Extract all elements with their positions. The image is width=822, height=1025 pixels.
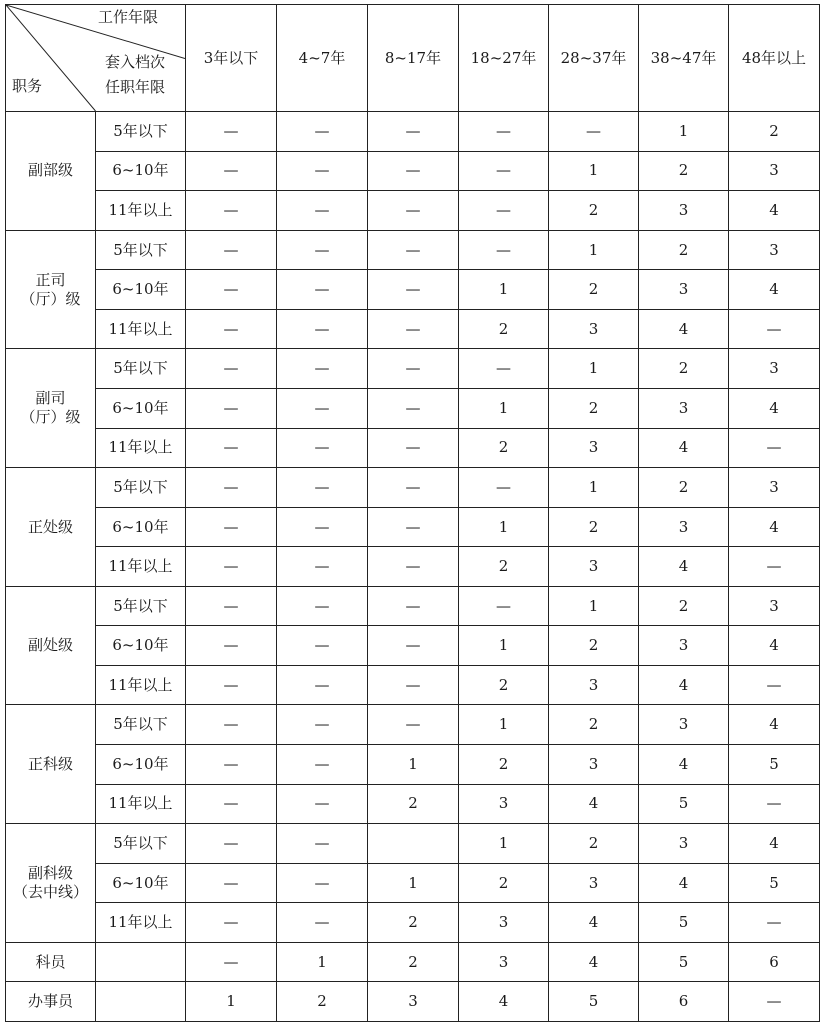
level-cell: 2 xyxy=(549,507,639,547)
position-cell xyxy=(6,586,96,705)
position-cell xyxy=(6,824,96,943)
tenure-cell: 6~10年 xyxy=(96,863,186,903)
tenure-cell: 6~10年 xyxy=(96,745,186,785)
level-cell: — xyxy=(729,547,820,587)
level-cell: 3 xyxy=(639,705,729,745)
level-cell: — xyxy=(277,626,368,666)
level-cell: 2 xyxy=(549,388,639,428)
position-label: 副科级 xyxy=(27,864,73,883)
level-cell: — xyxy=(459,349,549,389)
corner-label-tenure: 任职年限 xyxy=(105,78,166,96)
position-label: （厅）级 xyxy=(20,408,81,427)
level-cell: — xyxy=(277,705,368,745)
level-cell: — xyxy=(368,309,459,349)
tenure-cell: 6~10年 xyxy=(96,151,186,191)
position-cell xyxy=(6,705,96,824)
position-label: 副司 xyxy=(35,389,66,408)
level-cell: — xyxy=(368,151,459,191)
level-cell: — xyxy=(186,547,277,587)
level-cell: — xyxy=(459,586,549,626)
column-header: 18~27年 xyxy=(459,5,549,112)
position-cell xyxy=(6,942,96,982)
level-cell: — xyxy=(277,151,368,191)
level-cell: — xyxy=(277,507,368,547)
position-label: （去中线） xyxy=(12,882,88,901)
tenure-cell: 5年以下 xyxy=(96,586,186,626)
position-cell xyxy=(6,982,96,1022)
level-cell: — xyxy=(368,112,459,152)
level-cell: — xyxy=(368,626,459,666)
level-cell: — xyxy=(186,863,277,903)
level-cell: 4 xyxy=(639,863,729,903)
table-row xyxy=(6,784,820,824)
level-cell: — xyxy=(368,547,459,587)
level-cell: 4 xyxy=(459,982,549,1022)
level-cell: — xyxy=(186,784,277,824)
table-row xyxy=(6,349,820,389)
table-row xyxy=(6,270,820,310)
level-cell: 2 xyxy=(368,784,459,824)
level-cell: — xyxy=(277,863,368,903)
level-cell: 2 xyxy=(459,863,549,903)
table-row xyxy=(6,903,820,943)
level-cell: 2 xyxy=(639,468,729,508)
level-cell: 1 xyxy=(277,942,368,982)
level-cell: 5 xyxy=(729,863,820,903)
level-cell: 1 xyxy=(549,349,639,389)
level-cell: 4 xyxy=(639,428,729,468)
tenure-cell xyxy=(96,942,186,982)
level-cell: — xyxy=(549,112,639,152)
level-cell: 1 xyxy=(459,270,549,310)
position-label: 科员 xyxy=(35,952,66,971)
position-label: 正科级 xyxy=(27,754,73,773)
table-row xyxy=(6,745,820,785)
table-row xyxy=(6,626,820,666)
table-row xyxy=(6,507,820,547)
level-cell: 3 xyxy=(639,824,729,864)
level-cell: 3 xyxy=(639,507,729,547)
level-cell: — xyxy=(459,191,549,231)
level-cell: 2 xyxy=(368,903,459,943)
level-cell: 3 xyxy=(459,784,549,824)
level-cell: — xyxy=(186,705,277,745)
level-cell: — xyxy=(368,586,459,626)
level-cell: — xyxy=(368,270,459,310)
level-cell: — xyxy=(277,349,368,389)
level-cell: — xyxy=(368,230,459,270)
header-row xyxy=(6,5,820,112)
level-cell: 5 xyxy=(639,903,729,943)
table-row xyxy=(6,230,820,270)
level-cell: 2 xyxy=(459,547,549,587)
level-cell: — xyxy=(186,665,277,705)
level-cell: 4 xyxy=(549,942,639,982)
level-cell: 3 xyxy=(459,942,549,982)
level-cell: 2 xyxy=(549,626,639,666)
level-cell: — xyxy=(186,151,277,191)
level-cell: 3 xyxy=(639,191,729,231)
position-label: 办事员 xyxy=(27,992,73,1011)
level-cell: 4 xyxy=(729,191,820,231)
level-cell: — xyxy=(459,468,549,508)
table-row xyxy=(6,151,820,191)
column-header: 38~47年 xyxy=(639,5,729,112)
level-cell: — xyxy=(186,112,277,152)
tenure-cell: 11年以上 xyxy=(96,547,186,587)
tenure-cell: 6~10年 xyxy=(96,507,186,547)
level-cell: 2 xyxy=(549,705,639,745)
level-cell: 3 xyxy=(729,230,820,270)
level-cell: — xyxy=(729,665,820,705)
level-cell: — xyxy=(186,349,277,389)
level-cell: 3 xyxy=(549,745,639,785)
table-row xyxy=(6,309,820,349)
corner-label-level: 套入档次 xyxy=(105,53,166,71)
level-cell: — xyxy=(277,230,368,270)
level-cell: — xyxy=(368,349,459,389)
level-cell: — xyxy=(459,230,549,270)
level-cell: 4 xyxy=(639,745,729,785)
level-cell: 2 xyxy=(549,824,639,864)
level-cell: 6 xyxy=(639,982,729,1022)
level-cell: 1 xyxy=(459,388,549,428)
level-cell: — xyxy=(368,468,459,508)
level-cell: 1 xyxy=(368,745,459,785)
level-cell: 3 xyxy=(729,586,820,626)
level-cell: 4 xyxy=(729,270,820,310)
tenure-cell: 5年以下 xyxy=(96,230,186,270)
level-cell: 2 xyxy=(549,270,639,310)
level-cell: — xyxy=(368,191,459,231)
level-cell: 1 xyxy=(459,705,549,745)
level-cell: — xyxy=(186,388,277,428)
column-header: 8~17年 xyxy=(368,5,459,112)
level-cell: 4 xyxy=(729,824,820,864)
level-cell: 4 xyxy=(549,903,639,943)
tenure-cell: 6~10年 xyxy=(96,270,186,310)
level-cell: — xyxy=(277,586,368,626)
level-cell: 3 xyxy=(639,388,729,428)
table-row xyxy=(6,705,820,745)
tenure-cell: 11年以上 xyxy=(96,191,186,231)
level-cell: 4 xyxy=(729,626,820,666)
tenure-cell: 6~10年 xyxy=(96,626,186,666)
level-cell xyxy=(368,824,459,864)
level-cell: 1 xyxy=(186,982,277,1022)
level-cell: — xyxy=(277,665,368,705)
position-cell xyxy=(6,468,96,587)
level-cell: 4 xyxy=(639,547,729,587)
level-cell: 2 xyxy=(639,349,729,389)
level-cell: 1 xyxy=(549,586,639,626)
tenure-cell: 11年以上 xyxy=(96,309,186,349)
table-row xyxy=(6,942,820,982)
level-cell: — xyxy=(368,665,459,705)
level-cell: 2 xyxy=(639,151,729,191)
level-cell: 1 xyxy=(549,230,639,270)
level-cell: 3 xyxy=(549,665,639,705)
level-cell: — xyxy=(277,388,368,428)
table-row xyxy=(6,982,820,1022)
level-cell: — xyxy=(186,586,277,626)
level-cell: 5 xyxy=(549,982,639,1022)
table-row xyxy=(6,468,820,508)
table-row xyxy=(6,824,820,864)
level-cell: — xyxy=(729,309,820,349)
level-cell: 6 xyxy=(729,942,820,982)
table-row xyxy=(6,547,820,587)
level-cell: — xyxy=(277,745,368,785)
level-cell: — xyxy=(277,112,368,152)
tenure-cell xyxy=(96,982,186,1022)
level-cell: — xyxy=(277,191,368,231)
level-cell: 2 xyxy=(459,665,549,705)
corner-label-work-years: 工作年限 xyxy=(98,8,159,26)
level-cell: 3 xyxy=(549,309,639,349)
position-label: （厅）级 xyxy=(20,289,81,308)
level-cell: 2 xyxy=(368,942,459,982)
level-cell: — xyxy=(186,191,277,231)
level-cell: 4 xyxy=(639,309,729,349)
level-cell: — xyxy=(186,507,277,547)
table-row xyxy=(6,191,820,231)
table-row xyxy=(6,586,820,626)
level-cell: 5 xyxy=(639,784,729,824)
column-header: 28~37年 xyxy=(549,5,639,112)
table-row xyxy=(6,428,820,468)
position-cell xyxy=(6,230,96,349)
level-cell: — xyxy=(277,903,368,943)
level-cell: — xyxy=(186,903,277,943)
level-cell: 5 xyxy=(639,942,729,982)
level-cell: — xyxy=(729,982,820,1022)
level-cell: 3 xyxy=(639,270,729,310)
level-cell: — xyxy=(186,745,277,785)
level-cell: — xyxy=(459,151,549,191)
table-row xyxy=(6,863,820,903)
level-cell: 3 xyxy=(729,349,820,389)
level-cell: 3 xyxy=(639,626,729,666)
level-cell: 1 xyxy=(459,824,549,864)
level-cell: 2 xyxy=(277,982,368,1022)
level-cell: — xyxy=(186,942,277,982)
level-cell: — xyxy=(368,705,459,745)
column-header: 4~7年 xyxy=(277,5,368,112)
level-cell: 4 xyxy=(549,784,639,824)
level-cell: 1 xyxy=(549,468,639,508)
level-cell: 2 xyxy=(639,586,729,626)
tenure-cell: 5年以下 xyxy=(96,705,186,745)
level-cell: 1 xyxy=(639,112,729,152)
level-cell: 1 xyxy=(368,863,459,903)
level-cell: — xyxy=(729,903,820,943)
level-cell: 2 xyxy=(639,230,729,270)
level-cell: — xyxy=(459,112,549,152)
tenure-cell: 5年以下 xyxy=(96,349,186,389)
column-header: 48年以上 xyxy=(729,5,820,112)
tenure-cell: 11年以上 xyxy=(96,665,186,705)
position-cell xyxy=(6,112,96,231)
level-cell: 5 xyxy=(729,745,820,785)
tenure-cell: 5年以下 xyxy=(96,824,186,864)
level-cell: 1 xyxy=(459,626,549,666)
level-cell: 3 xyxy=(368,982,459,1022)
level-cell: — xyxy=(368,507,459,547)
tenure-cell: 11年以上 xyxy=(96,428,186,468)
level-cell: — xyxy=(277,468,368,508)
level-cell: 2 xyxy=(729,112,820,152)
level-cell: 3 xyxy=(549,428,639,468)
level-cell: 1 xyxy=(459,507,549,547)
table-row xyxy=(6,112,820,152)
level-cell: — xyxy=(277,309,368,349)
table-row xyxy=(6,388,820,428)
level-cell: 3 xyxy=(459,903,549,943)
level-cell: — xyxy=(186,428,277,468)
column-header: 3年以下 xyxy=(186,5,277,112)
position-label: 正处级 xyxy=(27,517,73,536)
tenure-cell: 5年以下 xyxy=(96,112,186,152)
level-cell: 4 xyxy=(729,388,820,428)
level-cell: 4 xyxy=(729,507,820,547)
table-body xyxy=(6,112,820,1022)
level-cell: — xyxy=(368,428,459,468)
level-cell: — xyxy=(277,824,368,864)
tenure-cell: 6~10年 xyxy=(96,388,186,428)
tenure-cell: 5年以下 xyxy=(96,468,186,508)
position-cell xyxy=(6,349,96,468)
level-cell: 2 xyxy=(459,428,549,468)
level-cell: — xyxy=(277,428,368,468)
level-cell: — xyxy=(186,230,277,270)
level-cell: 2 xyxy=(459,745,549,785)
level-cell: — xyxy=(368,388,459,428)
position-label: 正司 xyxy=(35,270,66,289)
level-cell: 1 xyxy=(549,151,639,191)
level-cell: — xyxy=(186,626,277,666)
corner-label-post: 职务 xyxy=(12,77,43,95)
position-label: 副处级 xyxy=(27,636,73,655)
position-label: 副部级 xyxy=(27,161,73,180)
level-cell: — xyxy=(277,270,368,310)
level-cell: 3 xyxy=(549,863,639,903)
tenure-cell: 11年以上 xyxy=(96,903,186,943)
level-cell: — xyxy=(186,824,277,864)
level-cell: 2 xyxy=(549,191,639,231)
table-row xyxy=(6,665,820,705)
salary-level-table xyxy=(5,4,820,1022)
level-cell: — xyxy=(729,428,820,468)
level-cell: — xyxy=(186,468,277,508)
corner-header-cell xyxy=(6,5,186,112)
level-cell: 4 xyxy=(639,665,729,705)
level-cell: 2 xyxy=(459,309,549,349)
level-cell: — xyxy=(277,784,368,824)
level-cell: 3 xyxy=(549,547,639,587)
level-cell: 3 xyxy=(729,151,820,191)
level-cell: 3 xyxy=(729,468,820,508)
level-cell: 4 xyxy=(729,705,820,745)
tenure-cell: 11年以上 xyxy=(96,784,186,824)
level-cell: — xyxy=(277,547,368,587)
level-cell: — xyxy=(186,270,277,310)
level-cell: — xyxy=(186,309,277,349)
level-cell: — xyxy=(729,784,820,824)
